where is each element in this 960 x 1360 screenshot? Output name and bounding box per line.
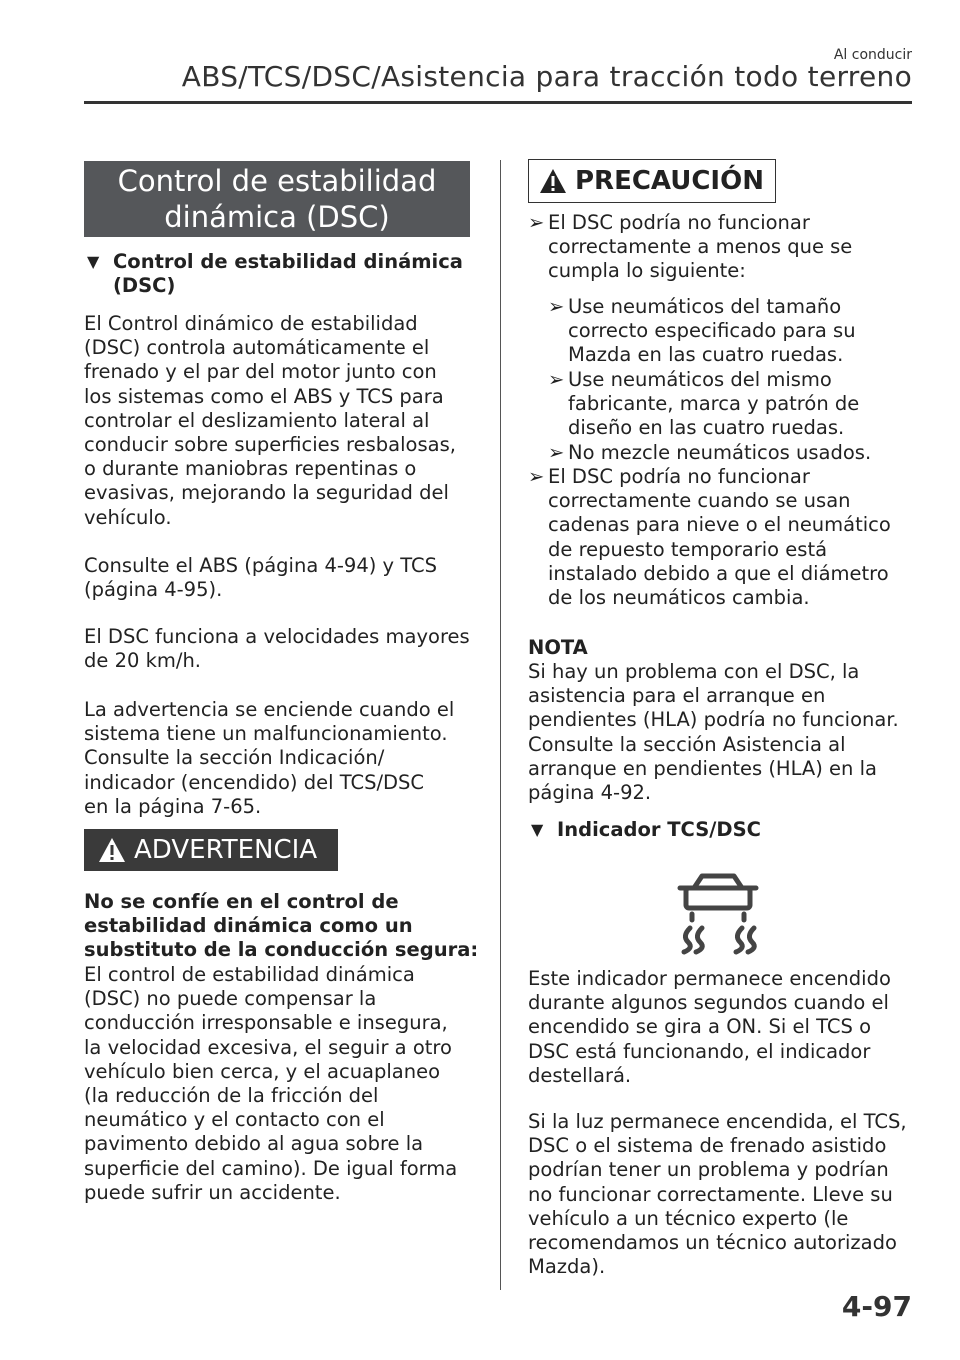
warning-label-box [84,829,338,871]
nota-label: NOTA [528,636,588,659]
column-divider [500,160,501,1290]
right-heading-text: Indicador TCS/DSC [557,818,761,841]
nota-text: Si hay un problema con el DSC, la asistencia para el arranque en pendientes (HLA) podría no funcionar. Consulte la sección Asistencia al arranque en pendientes (HLA) en la página 4-92. [528,660,899,805]
warning-triangle-icon [539,167,567,195]
section-title-line2: dinámica (DSC) [164,200,390,234]
right-paragraph-2: Si la luz permanece encendida, el TCS, DSC o el sistema de frenado asistido podrían tener un problema y podrían no funcionar correctamente. Lleve su vehículo a un técnico experto (le recomendamos un técnico autorizado Mazda). [528,1110,907,1279]
arrow-bullet-icon: ➢ [528,211,545,234]
header-title: ABS/TCS/DSC/Asistencia para tracción todo terreno [181,60,912,93]
warning-label: ADVERTENCIA [134,835,318,865]
tcs-dsc-indicator-icon [672,870,764,956]
warning-text: El control de estabilidad dinámica (DSC) no puede compensar la conducción irresponsable e insegura, la velocidad excesiva, el seguir a otro vehículo bien cerca, y el acuaplaneo (la reducción de la fricción del neumático y el contacto con el pavimento debido al agua sobre la superficie del camino). De igual forma puede sufrir un accidente. [84,963,458,1204]
header-rule [84,101,912,104]
left-heading [87,250,477,300]
left-paragraph-2: Consulte el ABS (página 4-94) y TCS (página 4-95). [84,554,438,602]
left-heading-line2: (DSC) [113,274,176,298]
left-paragraph-3: El DSC funciona a velocidades mayores de 20 km/h. [84,625,470,673]
triangle-bullet-icon: ▼ [87,252,100,271]
left-paragraph-1: El Control dinámico de estabilidad (DSC) controla automáticamente el frenado y el par del motor junto con los sistemas como el ABS y TCS para controlar el deslizamiento lateral al conducir sobre superficies resbalosas, o durante maniobras repentinas o evasivas, mejorando la seguridad del vehículo. [84,312,456,529]
arrow-bullet-icon: ➢ [528,465,545,488]
arrow-bullet-icon: ➢ [548,441,565,464]
section-title-box [84,161,470,237]
left-paragraph-4: La advertencia se enciende cuando el sistema tiene un malfuncionamiento. Consulte la sección Indicación/ indicador (encendido) del TCS/DSC en la página 7-65. [84,698,455,818]
warning-bold-text: No se confíe en el control de estabilidad dinámica como un substituto de la conducción segura: [84,890,479,962]
header-chapter: Al conducir [833,47,912,63]
right-paragraph-1: Este indicador permanece encendido durante algunos segundos cuando el encendido se gira a ON. Si el TCS o DSC está funcionando, el indicador destellará. [528,967,891,1087]
caution-label-box [528,159,776,203]
section-title-line1: Control de estabilidad [117,164,437,198]
triangle-bullet-icon: ▼ [531,820,544,839]
right-heading [531,818,921,844]
arrow-bullet-icon: ➢ [548,295,565,318]
arrow-bullet-icon: ➢ [548,368,565,391]
warning-triangle-icon [98,836,126,864]
left-heading-line1: Control de estabilidad dinámica [113,250,463,273]
caution-label: PRECAUCIÓN [575,166,764,196]
page-number: 4-97 [841,1290,912,1323]
